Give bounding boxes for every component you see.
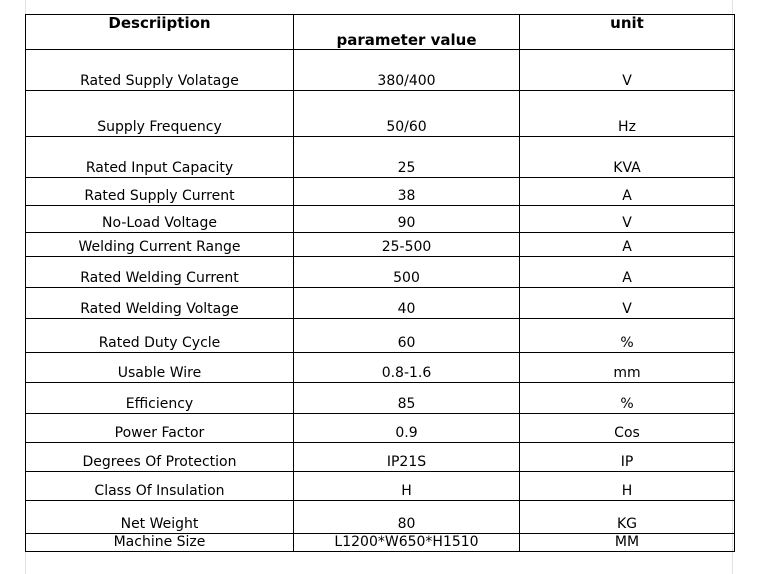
cell-value: 25-500 [294,233,520,257]
table-row [26,206,735,233]
cell-description: Machine Size [26,534,294,552]
cell-value: 0.9 [294,414,520,443]
cell-value: 500 [294,257,520,288]
cell-unit: A [520,257,735,288]
table-row [26,319,735,353]
cell-value: H [294,472,520,501]
table-row [26,137,735,178]
header-unit: unit [520,15,735,50]
table-body [26,50,735,552]
cell-value: 60 [294,319,520,353]
table-row [26,233,735,257]
cell-description: Rated Input Capacity [26,137,294,178]
cell-description: Rated Welding Voltage [26,288,294,319]
cell-unit: mm [520,353,735,383]
table-row [26,50,735,91]
cell-unit: IP [520,443,735,472]
cell-description: Welding Current Range [26,233,294,257]
cell-value: IP21S [294,443,520,472]
cell-unit: Cos [520,414,735,443]
cell-unit: KG [520,501,735,534]
cell-value: L1200*W650*H1510 [294,534,520,552]
cell-description: Rated Welding Current [26,257,294,288]
cell-unit: V [520,206,735,233]
table-row [26,501,735,534]
cell-unit: KVA [520,137,735,178]
header-value: parameter value [294,15,520,50]
cell-description: Rated Supply Volatage [26,50,294,91]
cell-value: 50/60 [294,91,520,137]
cell-unit: V [520,288,735,319]
cell-unit: % [520,383,735,414]
table-row [26,353,735,383]
cell-value: 40 [294,288,520,319]
cell-description: Degrees Of Protection [26,443,294,472]
cell-description: No-Load Voltage [26,206,294,233]
cell-value: 380/400 [294,50,520,91]
cell-description: Supply Frequency [26,91,294,137]
cell-value: 25 [294,137,520,178]
cell-value: 90 [294,206,520,233]
cell-value: 0.8-1.6 [294,353,520,383]
cell-unit: H [520,472,735,501]
cell-description: Usable Wire [26,353,294,383]
table-row [26,414,735,443]
cell-unit: % [520,319,735,353]
table-row [26,178,735,206]
table-row [26,534,735,552]
cell-description: Rated Supply Current [26,178,294,206]
spec-table [25,14,735,552]
cell-description: Net Weight [26,501,294,534]
cell-value: 80 [294,501,520,534]
table-row [26,257,735,288]
cell-value: 38 [294,178,520,206]
table-row [26,443,735,472]
cell-unit: Hz [520,91,735,137]
cell-value: 85 [294,383,520,414]
table-row [26,288,735,319]
header-row [26,15,735,50]
table-row [26,383,735,414]
cell-unit: V [520,50,735,91]
cell-unit: MM [520,534,735,552]
cell-description: Efficiency [26,383,294,414]
table-row [26,472,735,501]
cell-unit: A [520,178,735,206]
header-description: Descriiption [26,15,294,50]
cell-description: Power Factor [26,414,294,443]
cell-description: Rated Duty Cycle [26,319,294,353]
cell-unit: A [520,233,735,257]
cell-description: Class Of Insulation [26,472,294,501]
table-row [26,91,735,137]
